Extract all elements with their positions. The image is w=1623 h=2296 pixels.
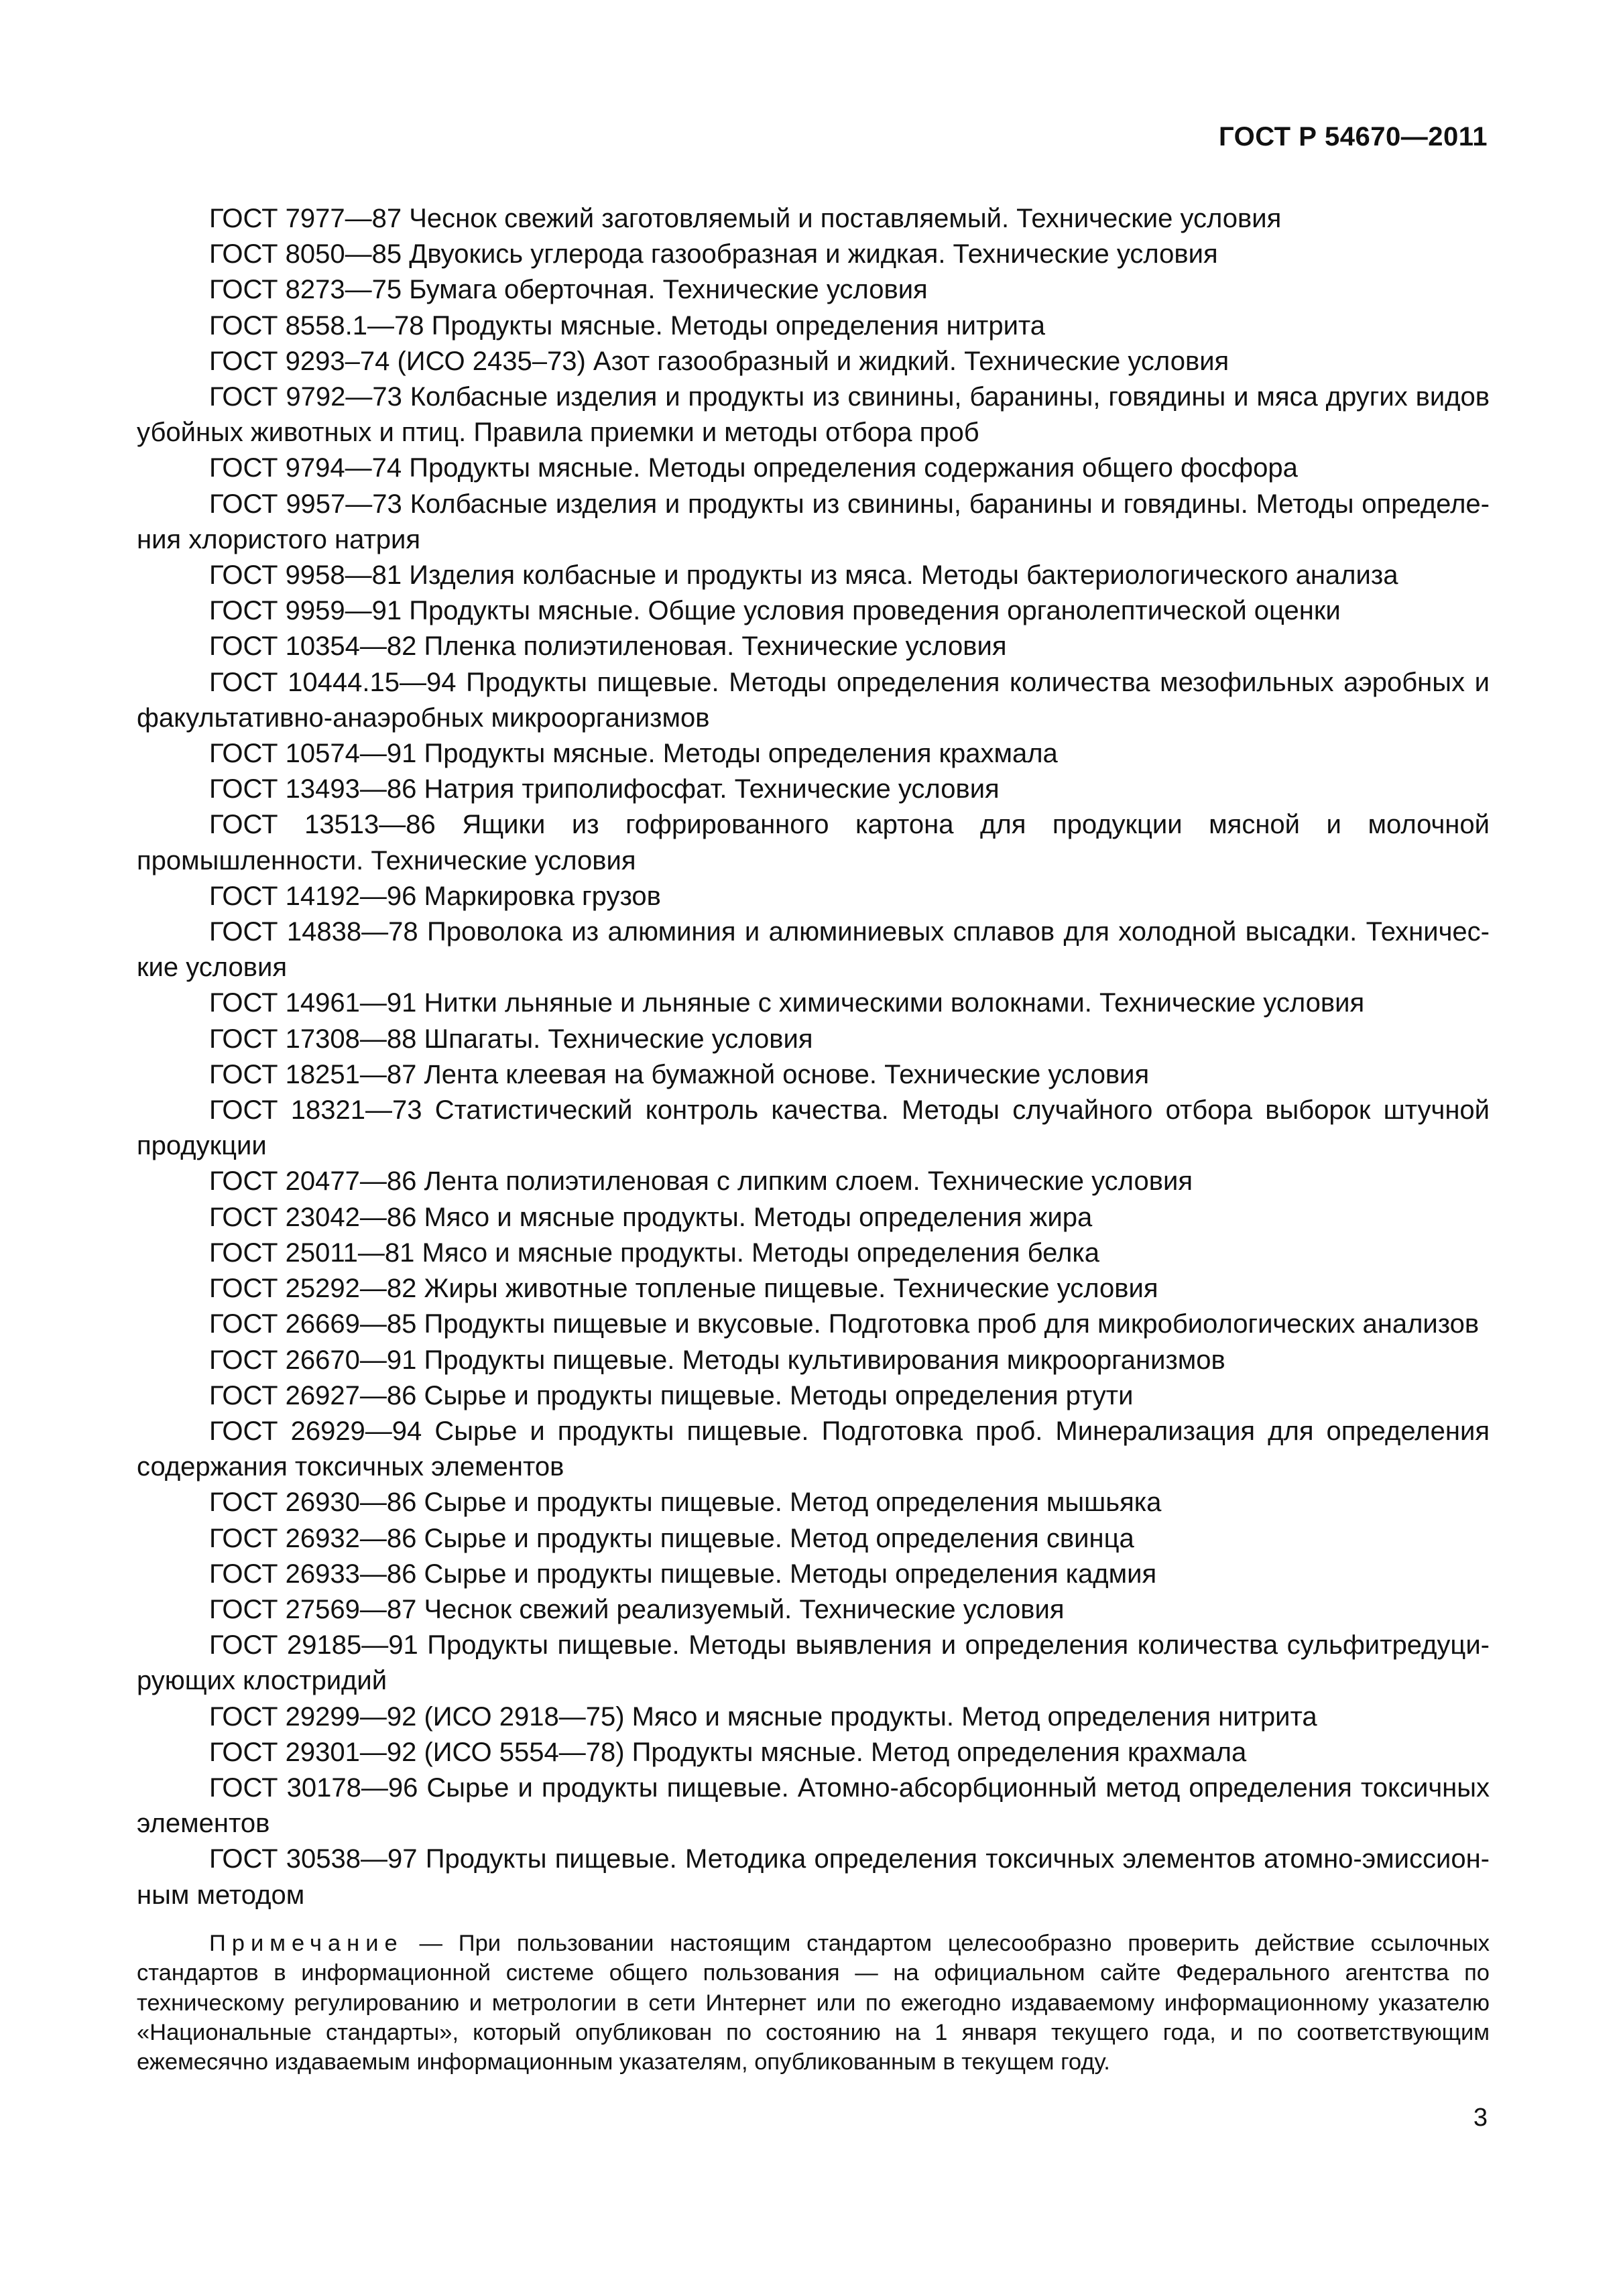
reference-item: ГОСТ 26929—94 Сырье и продукты пищевые. Подготовка проб. Минерализация для определения содержания токсичных элементов bbox=[137, 1416, 1490, 1482]
reference-item: ГОСТ 14192—96 Маркировка грузов bbox=[209, 881, 661, 911]
reference-item: ГОСТ 17308—88 Шпагаты. Технические условия bbox=[209, 1024, 813, 1054]
reference-item: ГОСТ 26933—86 Сырье и продукты пищевые. Методы определения кадмия bbox=[209, 1559, 1157, 1589]
normative-references-list bbox=[137, 201, 1490, 1913]
note-label: Примечание bbox=[209, 1931, 404, 1956]
note-paragraph bbox=[137, 1929, 1490, 2077]
reference-item: ГОСТ 29301—92 (ИСО 5554—78) Продукты мясные. Метод определения крахмала bbox=[209, 1737, 1247, 1767]
reference-item: ГОСТ 10444.15—94 Продукты пищевые. Методы определения количества мезофильных аэробных и факультативно-анаэробных микроорганизмов bbox=[137, 667, 1490, 733]
reference-item: ГОСТ 26927—86 Сырье и продукты пищевые. Методы определения ртути bbox=[209, 1380, 1134, 1410]
reference-item: ГОСТ 8050—85 Двуокись углерода газообразная и жидкая. Технические условия bbox=[209, 239, 1218, 269]
page-number: 3 bbox=[1473, 2104, 1488, 2132]
reference-item: ГОСТ 8273—75 Бумага оберточная. Технические условия bbox=[209, 275, 928, 305]
document-code: ГОСТ Р 54670—2011 bbox=[1219, 122, 1488, 152]
reference-item: ГОСТ 26930—86 Сырье и продукты пищевые. Метод определения мышьяка bbox=[209, 1488, 1162, 1518]
reference-item: ГОСТ 27569—87 Чеснок свежий реализуемый. Технические условия bbox=[209, 1594, 1065, 1624]
reference-item: ГОСТ 29185—91 Продукты пищевые. Методы выявления и определения количества сульфитредуцирующих клостридий bbox=[137, 1630, 1490, 1696]
reference-item: ГОСТ 10574—91 Продукты мясные. Методы определения крахмала bbox=[209, 739, 1058, 769]
reference-item: ГОСТ 25011—81 Мясо и мясные продукты. Методы определения белка bbox=[209, 1237, 1100, 1268]
reference-item: ГОСТ 26669—85 Продукты пищевые и вкусовые. Подготовка проб для микробиологических анализов bbox=[209, 1309, 1480, 1339]
note-text: — При пользовании настоящим стандартом целесообразно проверить действие ссылочных стандартов в информационной системе общего пользования — на официальном сайте Федерального агентства по техническому регулированию и метрологии в сети Интернет или по ежегодно издаваемому информационному указателю «Национальные стандарты», который опубликован по состоянию на 1 января текущего года, и по соответствующим ежемесячно издаваемым информационным указателям, опубликованным в текущем году. bbox=[137, 1931, 1490, 2075]
reference-item: ГОСТ 25292—82 Жиры животные топленые пищевые. Технические условия bbox=[209, 1274, 1158, 1304]
reference-item: ГОСТ 9293–74 (ИСО 2435–73) Азот газообразный и жидкий. Технические условия bbox=[209, 346, 1229, 376]
reference-item: ГОСТ 18251—87 Лента клеевая на бумажной основе. Технические условия bbox=[209, 1059, 1150, 1089]
reference-item: ГОСТ 9959—91 Продукты мясные. Общие условия проведения органолептической оценки bbox=[209, 596, 1341, 626]
reference-item: ГОСТ 20477—86 Лента полиэтиленовая с липким слоем. Технические условия bbox=[209, 1166, 1193, 1197]
reference-item: ГОСТ 30538—97 Продукты пищевые. Методика определения токсичных элементов атомно-эмиссионным методом bbox=[137, 1844, 1490, 1910]
reference-item: ГОСТ 10354—82 Пленка полиэтиленовая. Технические условия bbox=[209, 631, 1007, 662]
reference-item: ГОСТ 9957—73 Колбасные изделия и продукты из свинины, баранины и говядины. Методы определения хлористого натрия bbox=[137, 489, 1490, 554]
reference-item: ГОСТ 9792—73 Колбасные изделия и продукты из свинины, баранины, говядины и мяса других видов убойных животных и птиц. Правила приемки и методы отбора проб bbox=[137, 382, 1490, 448]
reference-item: ГОСТ 13513—86 Ящики из гофрированного картона для продукции мясной и молочной промышленности. Технические условия bbox=[137, 810, 1490, 875]
reference-item: ГОСТ 23042—86 Мясо и мясные продукты. Методы определения жира bbox=[209, 1202, 1093, 1232]
reference-item: ГОСТ 26932—86 Сырье и продукты пищевые. Метод определения свинца bbox=[209, 1523, 1134, 1553]
reference-item: ГОСТ 18321—73 Статистический контроль качества. Методы случайного отбора выборок штучной продукции bbox=[137, 1095, 1490, 1161]
reference-item: ГОСТ 7977—87 Чеснок свежий заготовляемый и поставляемый. Технические условия bbox=[209, 204, 1282, 233]
reference-item: ГОСТ 13493—86 Натрия триполифосфат. Технические условия bbox=[209, 774, 1000, 804]
reference-item: ГОСТ 29299—92 (ИСО 2918—75) Мясо и мясные продукты. Метод определения нитрита bbox=[209, 1701, 1317, 1732]
reference-item: ГОСТ 8558.1—78 Продукты мясные. Методы определения нитрита bbox=[209, 310, 1046, 341]
reference-item: ГОСТ 9958—81 Изделия колбасные и продукты из мяса. Методы бактериологического анализа bbox=[209, 560, 1398, 591]
reference-item: ГОСТ 26670—91 Продукты пищевые. Методы культивирования микроорганизмов bbox=[209, 1345, 1225, 1375]
reference-item: ГОСТ 14961—91 Нитки льняные и льняные с химическими волокнами. Технические условия bbox=[209, 988, 1365, 1018]
reference-item: ГОСТ 30178—96 Сырье и продукты пищевые. Атомно-абсорбционный метод определения токсичных элементов bbox=[137, 1772, 1490, 1839]
reference-item: ГОСТ 9794—74 Продукты мясные. Методы определения содержания общего фосфора bbox=[209, 453, 1298, 483]
reference-item: ГОСТ 14838—78 Проволока из алюминия и алюминиевых сплавов для холодной высадки. Технические условия bbox=[137, 917, 1490, 983]
